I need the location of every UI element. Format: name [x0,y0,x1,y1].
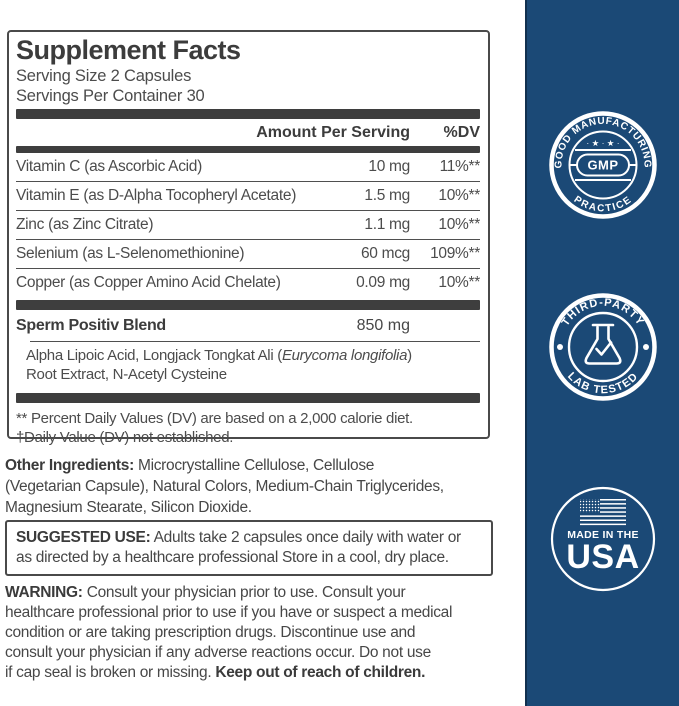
table-row-copper [16,269,480,297]
blend-amount: 850 mg [356,316,410,334]
divider-bar-footnote [16,393,480,403]
gmp-center-text: GMP [587,157,619,173]
nutrient-dv: 109%** [430,245,480,262]
usa-text: USA [566,538,640,576]
servings-per-container: Servings Per Container 30 [16,87,205,105]
nutrient-dv: 10%** [438,216,480,233]
nutrient-name: Selenium (as L-Selenomethionine) [16,245,245,262]
amount-per-serving-header: Amount Per Serving [256,123,410,141]
divider-bar-header [16,146,480,153]
warning-text [5,583,452,683]
suggested-use-line1: Adults take 2 capsules once daily with water or [150,529,461,546]
nutrient-name: Zinc (as Zinc Citrate) [16,216,154,233]
blend-latin-name: Eurycoma longifolia [281,347,408,364]
gmp-arc-bottom-text: PRACTICE [571,194,635,215]
suggested-use-box [5,520,493,576]
blend-ingredients-post: ) [407,347,412,364]
table-row-vitamin-e [16,182,480,211]
suggested-use-label: SUGGESTED USE: [16,529,151,546]
lab-tested-seal-icon [547,291,659,403]
supplement-facts-panel [7,30,490,446]
divider-bar-top [16,109,480,119]
blend-ingredients-line2: Root Extract, N-Acetyl Cysteine [26,366,227,383]
table-row-selenium [16,240,480,269]
warning-line4: consult your physician if any adverse reactions occur. Do not use [5,644,431,661]
other-ingredients [5,455,444,518]
warning-line3: condition or are taking prescription drugs. Discontinue use and [5,624,416,641]
nutrient-amount: 60 mcg [360,245,410,262]
usa-badge [547,483,659,595]
footnote-daily-values: ** Percent Daily Values (DV) are based on a 2,000 calorie diet. [16,410,413,427]
footnotes [16,403,480,447]
blend-row [16,310,480,341]
nutrient-name: Copper (as Copper Amino Acid Chelate) [16,274,281,291]
nutrient-dv: 10%** [438,274,480,291]
warning-label: WARNING: [5,584,83,601]
table-header-row [16,119,480,146]
lab-arc-bottom-text: LAB TESTED [565,370,641,397]
made-in-usa-seal-icon [547,483,659,595]
nutrient-dv: 10%** [438,187,480,204]
gmp-badge [547,109,659,221]
other-ingredients-line2: (Vegetarian Capsule), Natural Colors, Medium-Chain Triglycerides, [5,478,444,495]
other-ingredients-line1: Microcrystalline Cellulose, Cellulose [133,457,375,474]
nutrient-name: Vitamin C (as Ascorbic Acid) [16,158,202,175]
divider-bar-blend [16,300,480,310]
table-row-zinc [16,211,480,240]
table-row-vitamin-c [16,153,480,182]
blend-ingredients [16,342,480,390]
lab-arc-top-text: THIRD-PARTY [559,296,647,329]
nutrient-amount: 1.1 mg [364,216,410,233]
nutrient-amount: 1.5 mg [364,187,410,204]
serving-size: Serving Size 2 Capsules [16,67,192,85]
footnote-dagger: †Daily Value (DV) not established. [16,429,234,446]
suggested-use-line2: as directed by a healthcare professional Store in a cool, dry place. [16,548,449,566]
other-ingredients-label: Other Ingredients: [5,457,134,474]
flask-icon [586,325,621,364]
warning-line1: Consult your physician prior to use. Consult your [82,584,406,601]
gmp-seal-icon [547,109,659,221]
facts-title: Supplement Facts [16,35,241,65]
made-in-the-text: MADE IN THE [567,529,639,541]
nutrient-amount: 0.09 mg [356,274,410,291]
gmp-arc-top-text: GOOD MANUFACTURING [553,115,653,169]
nutrient-amount: 10 mg [368,158,410,175]
warning-line2: healthcare professional prior to use if you have or suspect a medical [5,604,453,621]
star-icons: · ★ · ★ · [586,138,620,148]
blend-ingredients-pre: Alpha Lipoic Acid, Longjack Tongkat Ali ( [26,347,282,364]
dv-header: %DV [443,123,480,141]
other-ingredients-line3: Magnesium Stearate, Silicon Dioxide. [5,499,252,516]
lab-tested-badge [547,291,659,403]
warning-keep-out: Keep out of reach of children. [215,664,426,681]
blue-sidebar [525,0,679,706]
us-flag-icon [580,499,626,525]
blend-name: Sperm Positiv Blend [16,316,166,334]
nutrient-name: Vitamin E (as D-Alpha Tocopheryl Acetate) [16,187,297,204]
warning-line5: if cap seal is broken or missing. [5,664,216,681]
nutrient-dv: 11%** [439,158,480,175]
